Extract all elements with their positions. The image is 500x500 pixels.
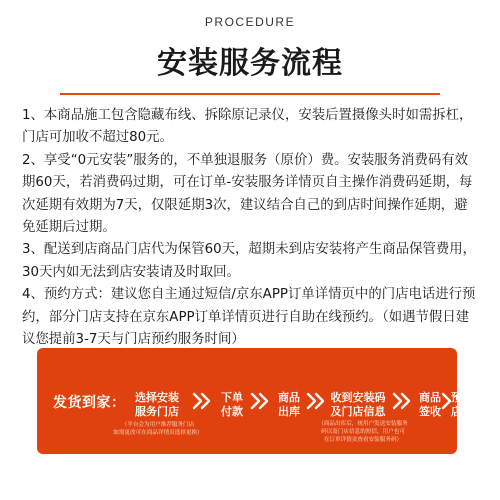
term-3: 3、配送到店商品门店代为保管60天，超期未到店安装将产生商品保管费用，30天内如无法到店安装请及时取回。 (22, 242, 477, 280)
terms-list (22, 105, 480, 351)
flow-step-line: 及门店信息 (330, 405, 386, 418)
flow-step-line: 付款 (221, 405, 243, 418)
procedure-eyebrow: PROCEDURE (204, 15, 296, 29)
right-arrow-icon (189, 392, 215, 410)
flow-step-line: 商品 (278, 391, 300, 404)
flow-step-line: 店时间 (451, 405, 484, 418)
right-arrow-icon (389, 392, 415, 410)
flow-step-line: 商品 (419, 391, 441, 404)
title-underline (60, 93, 440, 95)
flow-note-line: 在订单详情页查看安装服务码） (323, 437, 403, 443)
term-4: 4、预约方式：建议您自主通过短信/京东APP订单详情页中的门店电话进行预约，部分门店支持在京东APP订单详情页进行自助在线预约。（如遇节假日建议您提前3-7天与门店预约服务时间） (22, 287, 476, 348)
flow-step-line: 签收 (419, 405, 441, 418)
flow-lead-label (53, 392, 126, 412)
flow-step-line: 服务门店 (135, 405, 179, 418)
term-2: 2、享受“0元安装”服务的，不单独退服务（原价）费。安装服务消费码有效期60天，若消费码过期，可在订单-安装服务详情页自主操作消费码延期，每次延期有效期为7天，仅限延期3次，建议结合自己的到店时间操作延期，避免延期后过期。 (22, 152, 473, 236)
flow-step-select-store (125, 391, 189, 419)
flow-note-code (312, 420, 414, 444)
flow-note-line: （平台会为用户推荐服务门店 (121, 422, 195, 428)
flow-note-line: （商品出库后，统用户发送安装服务 (318, 421, 408, 427)
flow-step-line: 收到安装码 (330, 391, 386, 404)
flow-step-line: 预约到 (451, 391, 484, 404)
flow-note-store (99, 421, 217, 437)
right-arrow-icon (247, 392, 273, 410)
flow-step-line: 出库 (278, 405, 300, 418)
flow-step-line: 下单 (221, 391, 243, 404)
flow-step-receive-code (325, 391, 391, 419)
flow-step-appointment (451, 391, 495, 419)
flow-step-outbound (274, 391, 304, 419)
flow-lead-text: 发货到家 (53, 395, 111, 411)
flow-note-line: 如需更改可在商品详情页选择更换） (113, 430, 203, 436)
page-title: 安装服务流程 (157, 46, 343, 81)
flow-lead-colon: ： (111, 395, 126, 411)
term-1: 1、本商品施工包含隐藏布线、拆除原记录仪，安装后置摄像头时如需拆杠，门店可加收不超过80元。 (22, 108, 473, 146)
flow-step-line: 选择安装 (135, 391, 179, 404)
flow-step-order-pay (217, 391, 247, 419)
flow-note-line: 码以及门店信息的短信，用户也可 (321, 429, 405, 435)
flow-banner (37, 348, 484, 454)
